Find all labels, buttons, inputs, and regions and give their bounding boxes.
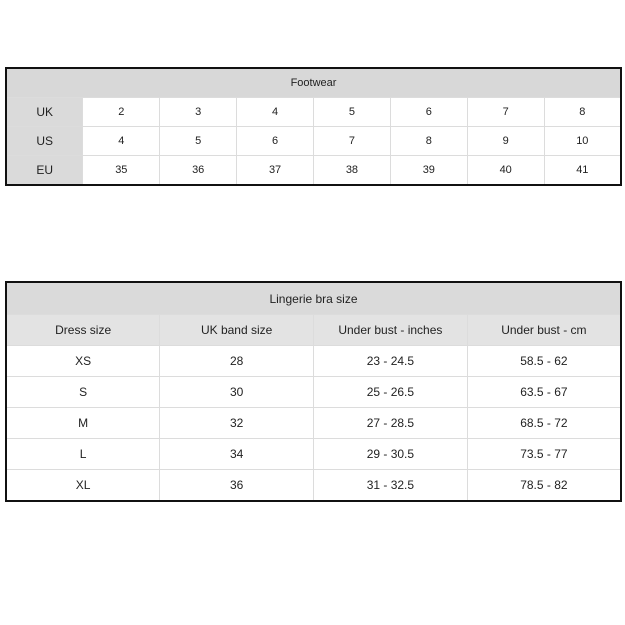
row-label: EU (6, 156, 83, 186)
under-bust-inches-cell: 31 - 32.5 (314, 470, 468, 502)
size-cell: 37 (237, 156, 314, 186)
footwear-row-uk (6, 98, 621, 127)
size-cell: 36 (160, 156, 237, 186)
size-cell: 2 (83, 98, 160, 127)
lingerie-size-table (5, 281, 622, 502)
footwear-size-table (5, 67, 622, 186)
size-cell: 35 (83, 156, 160, 186)
footwear-title: Footwear (6, 68, 621, 98)
size-cell: 39 (390, 156, 467, 186)
band-size-cell: 36 (160, 470, 314, 502)
row-label: UK (6, 98, 83, 127)
footwear-title-row (6, 68, 621, 98)
column-header-under-bust-cm: Under bust - cm (467, 315, 621, 346)
band-size-cell: 30 (160, 377, 314, 408)
band-size-cell: 32 (160, 408, 314, 439)
footwear-row-us (6, 127, 621, 156)
size-cell: 6 (390, 98, 467, 127)
under-bust-inches-cell: 25 - 26.5 (314, 377, 468, 408)
under-bust-cm-cell: 68.5 - 72 (467, 408, 621, 439)
band-size-cell: 34 (160, 439, 314, 470)
band-size-cell: 28 (160, 346, 314, 377)
size-cell: 3 (160, 98, 237, 127)
under-bust-inches-cell: 29 - 30.5 (314, 439, 468, 470)
table-row (6, 346, 621, 377)
size-cell: 5 (160, 127, 237, 156)
size-cell: 7 (314, 127, 391, 156)
size-cell: 7 (467, 98, 544, 127)
column-header-under-bust-inches: Under bust - inches (314, 315, 468, 346)
under-bust-inches-cell: 27 - 28.5 (314, 408, 468, 439)
lingerie-title-row (6, 282, 621, 315)
table-row (6, 439, 621, 470)
lingerie-title: Lingerie bra size (6, 282, 621, 315)
size-cell: 4 (237, 98, 314, 127)
column-header-dress-size: Dress size (6, 315, 160, 346)
size-cell: 8 (390, 127, 467, 156)
table-row (6, 408, 621, 439)
under-bust-cm-cell: 58.5 - 62 (467, 346, 621, 377)
table-row (6, 377, 621, 408)
dress-size-cell: S (6, 377, 160, 408)
dress-size-cell: L (6, 439, 160, 470)
size-cell: 10 (544, 127, 621, 156)
size-cell: 38 (314, 156, 391, 186)
size-cell: 9 (467, 127, 544, 156)
row-label: US (6, 127, 83, 156)
under-bust-cm-cell: 78.5 - 82 (467, 470, 621, 502)
column-header-uk-band-size: UK band size (160, 315, 314, 346)
table-row (6, 470, 621, 502)
under-bust-cm-cell: 73.5 - 77 (467, 439, 621, 470)
size-cell: 5 (314, 98, 391, 127)
dress-size-cell: XS (6, 346, 160, 377)
size-cell: 41 (544, 156, 621, 186)
size-cell: 6 (237, 127, 314, 156)
size-cell: 4 (83, 127, 160, 156)
under-bust-cm-cell: 63.5 - 67 (467, 377, 621, 408)
under-bust-inches-cell: 23 - 24.5 (314, 346, 468, 377)
lingerie-header-row (6, 315, 621, 346)
footwear-row-eu (6, 156, 621, 186)
size-cell: 40 (467, 156, 544, 186)
dress-size-cell: M (6, 408, 160, 439)
dress-size-cell: XL (6, 470, 160, 502)
size-cell: 8 (544, 98, 621, 127)
